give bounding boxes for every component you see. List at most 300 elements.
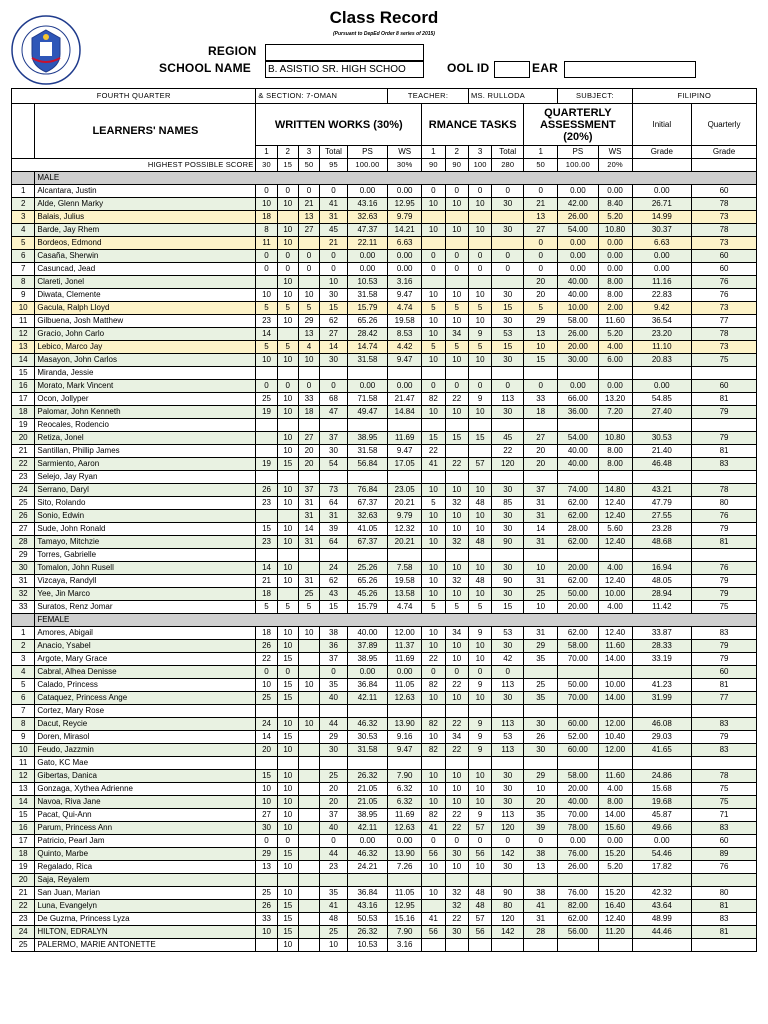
score-cell[interactable]: 81 (692, 536, 757, 549)
score-cell[interactable]: 29 (256, 848, 277, 861)
score-cell[interactable] (277, 705, 298, 718)
score-cell[interactable]: 30 (320, 744, 348, 757)
score-cell[interactable]: 90 (492, 887, 524, 900)
learner-row[interactable] (12, 822, 757, 835)
score-cell[interactable]: 21 (320, 237, 348, 250)
score-cell[interactable]: 0 (422, 263, 445, 276)
score-cell[interactable]: 80 (692, 497, 757, 510)
score-cell[interactable]: 0 (256, 666, 277, 679)
score-cell[interactable]: 20.83 (632, 354, 692, 367)
learner-row[interactable] (12, 198, 757, 211)
score-cell[interactable]: 13.58 (388, 588, 422, 601)
score-cell[interactable] (347, 471, 387, 484)
score-cell[interactable]: 82.00 (558, 900, 598, 913)
score-cell[interactable]: 15.16 (388, 913, 422, 926)
score-cell[interactable]: 49.47 (347, 406, 387, 419)
score-cell[interactable] (277, 549, 298, 562)
score-cell[interactable]: 10.80 (598, 432, 632, 445)
score-cell[interactable]: 32 (445, 900, 468, 913)
score-cell[interactable]: 30 (320, 445, 348, 458)
score-cell[interactable] (558, 939, 598, 952)
score-cell[interactable]: 25 (320, 770, 348, 783)
score-cell[interactable]: 62.00 (558, 913, 598, 926)
score-cell[interactable]: 0.00 (347, 250, 387, 263)
score-cell[interactable]: 15 (277, 458, 298, 471)
score-cell[interactable]: 0.00 (598, 263, 632, 276)
learner-row[interactable] (12, 185, 757, 198)
score-cell[interactable] (492, 419, 524, 432)
score-cell[interactable]: 10 (298, 679, 319, 692)
learner-row[interactable] (12, 536, 757, 549)
score-cell[interactable]: 8.00 (598, 276, 632, 289)
score-cell[interactable]: 83 (692, 913, 757, 926)
score-cell[interactable]: 83 (692, 718, 757, 731)
score-cell[interactable]: 78 (692, 328, 757, 341)
score-cell[interactable]: 14 (256, 562, 277, 575)
score-cell[interactable]: 0 (445, 666, 468, 679)
score-cell[interactable]: 10 (445, 640, 468, 653)
score-cell[interactable]: 29 (320, 731, 348, 744)
score-cell[interactable]: 20 (298, 445, 319, 458)
score-cell[interactable]: 60 (692, 263, 757, 276)
learner-row[interactable] (12, 757, 757, 770)
score-cell[interactable]: 0 (492, 185, 524, 198)
score-cell[interactable]: 27 (524, 432, 558, 445)
score-cell[interactable]: 26.00 (558, 328, 598, 341)
score-cell[interactable]: 9.79 (388, 510, 422, 523)
score-cell[interactable] (468, 367, 491, 380)
learner-row[interactable] (12, 731, 757, 744)
score-cell[interactable]: 25 (524, 679, 558, 692)
score-cell[interactable]: 16.40 (598, 900, 632, 913)
score-cell[interactable] (468, 757, 491, 770)
score-cell[interactable] (445, 419, 468, 432)
score-cell[interactable]: 76 (692, 510, 757, 523)
score-cell[interactable] (256, 705, 277, 718)
score-cell[interactable] (692, 419, 757, 432)
score-cell[interactable]: 10 (277, 809, 298, 822)
score-cell[interactable]: 0 (492, 666, 524, 679)
score-cell[interactable]: 31 (320, 211, 348, 224)
score-cell[interactable] (298, 744, 319, 757)
score-cell[interactable]: 76 (692, 861, 757, 874)
score-cell[interactable]: 9 (468, 627, 491, 640)
score-cell[interactable]: 0 (298, 263, 319, 276)
score-cell[interactable]: 10.00 (558, 302, 598, 315)
score-cell[interactable]: 20.00 (558, 562, 598, 575)
score-cell[interactable]: 37 (298, 484, 319, 497)
score-cell[interactable]: 5.60 (598, 523, 632, 536)
score-cell[interactable]: 22.11 (347, 237, 387, 250)
score-cell[interactable]: 21 (524, 198, 558, 211)
score-cell[interactable]: 9 (468, 679, 491, 692)
score-cell[interactable] (277, 757, 298, 770)
score-cell[interactable]: 10 (298, 289, 319, 302)
score-cell[interactable] (422, 367, 445, 380)
learner-row[interactable] (12, 939, 757, 952)
score-cell[interactable]: 10 (524, 601, 558, 614)
score-cell[interactable]: 28.33 (632, 640, 692, 653)
score-cell[interactable] (422, 276, 445, 289)
score-cell[interactable]: 10 (277, 627, 298, 640)
score-cell[interactable]: 10 (256, 679, 277, 692)
score-cell[interactable] (598, 471, 632, 484)
score-cell[interactable]: 15.79 (347, 601, 387, 614)
score-cell[interactable] (320, 367, 348, 380)
score-cell[interactable]: 10 (422, 588, 445, 601)
score-cell[interactable]: 5 (445, 302, 468, 315)
score-cell[interactable]: 10 (524, 341, 558, 354)
score-cell[interactable]: 48.05 (632, 575, 692, 588)
score-cell[interactable]: 56 (422, 926, 445, 939)
score-cell[interactable]: 10 (277, 575, 298, 588)
score-cell[interactable]: 0.00 (632, 185, 692, 198)
score-cell[interactable]: 46.32 (347, 718, 387, 731)
score-cell[interactable]: 41 (524, 900, 558, 913)
score-cell[interactable]: 40 (320, 692, 348, 705)
score-cell[interactable]: 8.00 (598, 445, 632, 458)
score-cell[interactable]: 14.00 (598, 692, 632, 705)
score-cell[interactable]: 4.00 (598, 341, 632, 354)
score-cell[interactable]: 30 (492, 484, 524, 497)
score-cell[interactable]: 0 (524, 185, 558, 198)
score-cell[interactable] (388, 367, 422, 380)
score-cell[interactable]: 10 (445, 562, 468, 575)
score-cell[interactable]: 60 (692, 185, 757, 198)
score-cell[interactable]: 81 (692, 926, 757, 939)
score-cell[interactable]: 10 (468, 289, 491, 302)
learner-row[interactable] (12, 211, 757, 224)
score-cell[interactable]: 73 (692, 211, 757, 224)
score-cell[interactable]: 0.00 (347, 380, 387, 393)
score-cell[interactable] (492, 471, 524, 484)
score-cell[interactable]: 20.00 (558, 783, 598, 796)
learner-row[interactable] (12, 718, 757, 731)
score-cell[interactable] (277, 419, 298, 432)
score-cell[interactable]: 56 (468, 926, 491, 939)
score-cell[interactable]: 20 (524, 796, 558, 809)
score-cell[interactable]: 38 (320, 627, 348, 640)
score-cell[interactable] (298, 471, 319, 484)
score-cell[interactable] (422, 874, 445, 887)
score-cell[interactable]: 5.20 (598, 861, 632, 874)
score-cell[interactable]: 34 (445, 731, 468, 744)
score-cell[interactable]: 10 (445, 198, 468, 211)
score-cell[interactable]: 82 (422, 679, 445, 692)
score-cell[interactable]: 0 (320, 263, 348, 276)
score-cell[interactable]: 78 (692, 224, 757, 237)
score-cell[interactable]: 7.26 (388, 861, 422, 874)
score-cell[interactable]: 17.82 (632, 861, 692, 874)
score-cell[interactable]: 14.80 (598, 484, 632, 497)
score-cell[interactable]: 30 (492, 354, 524, 367)
score-cell[interactable]: 10 (468, 523, 491, 536)
score-cell[interactable]: 0 (492, 380, 524, 393)
score-cell[interactable]: 0.00 (632, 380, 692, 393)
score-cell[interactable]: 14.84 (388, 406, 422, 419)
score-cell[interactable]: 58.00 (558, 770, 598, 783)
score-cell[interactable]: 10 (320, 939, 348, 952)
score-cell[interactable]: 30.53 (632, 432, 692, 445)
score-cell[interactable]: 35 (524, 809, 558, 822)
score-cell[interactable]: 0.00 (558, 380, 598, 393)
score-cell[interactable]: 42.11 (347, 822, 387, 835)
score-cell[interactable]: 0.00 (347, 185, 387, 198)
score-cell[interactable]: 52.00 (558, 731, 598, 744)
learner-row[interactable] (12, 406, 757, 419)
score-cell[interactable]: 22 (445, 393, 468, 406)
score-cell[interactable]: 15 (492, 302, 524, 315)
score-cell[interactable]: 22 (445, 913, 468, 926)
score-cell[interactable]: 7.20 (598, 406, 632, 419)
score-cell[interactable]: 14.74 (347, 341, 387, 354)
score-cell[interactable]: 10 (256, 796, 277, 809)
score-cell[interactable]: 0.00 (388, 380, 422, 393)
score-cell[interactable]: 40.00 (558, 796, 598, 809)
score-cell[interactable] (256, 874, 277, 887)
score-cell[interactable]: 47 (320, 406, 348, 419)
score-cell[interactable] (632, 666, 692, 679)
learner-row[interactable] (12, 783, 757, 796)
score-cell[interactable]: 10.53 (347, 276, 387, 289)
score-cell[interactable]: 11.69 (388, 653, 422, 666)
score-cell[interactable]: 32 (445, 497, 468, 510)
score-cell[interactable]: 15 (277, 679, 298, 692)
score-cell[interactable]: 10 (277, 289, 298, 302)
score-cell[interactable]: 10 (422, 354, 445, 367)
score-cell[interactable]: 19.58 (388, 315, 422, 328)
score-cell[interactable] (320, 705, 348, 718)
score-cell[interactable] (524, 666, 558, 679)
score-cell[interactable]: 0 (277, 666, 298, 679)
score-cell[interactable]: 10 (445, 354, 468, 367)
score-cell[interactable]: 7.90 (388, 770, 422, 783)
learner-row[interactable] (12, 328, 757, 341)
score-cell[interactable]: 32.63 (347, 510, 387, 523)
score-cell[interactable]: 41 (422, 913, 445, 926)
score-cell[interactable]: 58.00 (558, 315, 598, 328)
score-cell[interactable]: 18 (524, 406, 558, 419)
score-cell[interactable]: 18 (256, 627, 277, 640)
score-cell[interactable]: 36.84 (347, 887, 387, 900)
score-cell[interactable] (298, 913, 319, 926)
score-cell[interactable] (320, 757, 348, 770)
score-cell[interactable]: 11.37 (388, 640, 422, 653)
score-cell[interactable]: 19 (256, 406, 277, 419)
score-cell[interactable]: 0 (422, 666, 445, 679)
score-cell[interactable]: 12.00 (598, 718, 632, 731)
score-cell[interactable]: 10 (524, 562, 558, 575)
learner-row[interactable] (12, 653, 757, 666)
score-cell[interactable] (445, 367, 468, 380)
score-cell[interactable]: 75 (692, 783, 757, 796)
score-cell[interactable]: 23 (256, 497, 277, 510)
score-cell[interactable]: 45.26 (347, 588, 387, 601)
score-cell[interactable] (632, 874, 692, 887)
score-cell[interactable]: 0 (468, 263, 491, 276)
score-cell[interactable]: 22 (492, 445, 524, 458)
score-cell[interactable]: 15 (277, 848, 298, 861)
score-cell[interactable]: 30.53 (347, 731, 387, 744)
score-cell[interactable] (256, 939, 277, 952)
score-cell[interactable] (298, 549, 319, 562)
learner-row[interactable] (12, 354, 757, 367)
score-cell[interactable]: 0.00 (388, 666, 422, 679)
score-cell[interactable]: 15 (492, 341, 524, 354)
score-cell[interactable] (277, 874, 298, 887)
score-cell[interactable]: 20 (298, 458, 319, 471)
score-cell[interactable]: 14 (256, 731, 277, 744)
score-cell[interactable]: 10 (422, 783, 445, 796)
score-cell[interactable]: 0 (524, 237, 558, 250)
score-cell[interactable]: 23 (256, 536, 277, 549)
score-cell[interactable] (298, 874, 319, 887)
score-cell[interactable]: 0.00 (558, 835, 598, 848)
learner-row[interactable] (12, 484, 757, 497)
score-cell[interactable]: 90 (492, 575, 524, 588)
score-cell[interactable] (298, 692, 319, 705)
score-cell[interactable] (298, 757, 319, 770)
score-cell[interactable]: 53 (492, 627, 524, 640)
score-cell[interactable]: 60 (692, 250, 757, 263)
score-cell[interactable] (468, 237, 491, 250)
score-cell[interactable]: 5 (524, 302, 558, 315)
score-cell[interactable] (298, 783, 319, 796)
score-cell[interactable]: 20 (256, 744, 277, 757)
learner-row[interactable] (12, 224, 757, 237)
score-cell[interactable]: 48.68 (632, 536, 692, 549)
score-cell[interactable]: 82 (422, 718, 445, 731)
score-cell[interactable]: 54 (320, 458, 348, 471)
score-cell[interactable]: 9 (468, 731, 491, 744)
score-cell[interactable] (598, 874, 632, 887)
score-cell[interactable]: 60 (692, 380, 757, 393)
score-cell[interactable] (320, 471, 348, 484)
score-cell[interactable]: 30 (445, 926, 468, 939)
score-cell[interactable]: 30 (492, 640, 524, 653)
score-cell[interactable] (388, 874, 422, 887)
score-cell[interactable]: 67.37 (347, 497, 387, 510)
score-cell[interactable]: 8.00 (598, 458, 632, 471)
score-cell[interactable]: 43.16 (347, 198, 387, 211)
score-cell[interactable]: 15 (256, 770, 277, 783)
score-cell[interactable]: 0 (445, 380, 468, 393)
score-cell[interactable] (524, 549, 558, 562)
score-cell[interactable] (388, 419, 422, 432)
score-cell[interactable]: 0 (492, 263, 524, 276)
score-cell[interactable] (347, 419, 387, 432)
score-cell[interactable]: 76 (692, 562, 757, 575)
score-cell[interactable] (320, 419, 348, 432)
score-cell[interactable]: 54.46 (632, 848, 692, 861)
score-cell[interactable]: 32 (445, 536, 468, 549)
score-cell[interactable] (298, 367, 319, 380)
score-cell[interactable]: 81 (692, 900, 757, 913)
score-cell[interactable]: 35 (524, 692, 558, 705)
score-cell[interactable]: 10 (277, 718, 298, 731)
score-cell[interactable]: 10 (277, 536, 298, 549)
score-cell[interactable]: 73 (692, 341, 757, 354)
score-cell[interactable]: 120 (492, 913, 524, 926)
score-cell[interactable] (256, 276, 277, 289)
score-cell[interactable]: 26 (256, 484, 277, 497)
score-cell[interactable]: 79 (692, 640, 757, 653)
score-cell[interactable]: 10 (445, 653, 468, 666)
score-cell[interactable]: 10 (422, 861, 445, 874)
score-cell[interactable]: 25 (256, 692, 277, 705)
score-cell[interactable]: 10 (277, 354, 298, 367)
score-cell[interactable]: 81 (692, 679, 757, 692)
score-cell[interactable]: 28.42 (347, 328, 387, 341)
learner-row[interactable] (12, 796, 757, 809)
score-cell[interactable]: 10 (256, 289, 277, 302)
score-cell[interactable]: 33.87 (632, 627, 692, 640)
score-cell[interactable]: 0 (524, 250, 558, 263)
learner-row[interactable] (12, 861, 757, 874)
score-cell[interactable]: 11.60 (598, 640, 632, 653)
score-cell[interactable]: 8.40 (598, 198, 632, 211)
score-cell[interactable]: 10.00 (598, 679, 632, 692)
score-cell[interactable]: 5 (277, 601, 298, 614)
score-cell[interactable]: 27 (256, 809, 277, 822)
score-cell[interactable]: 0 (320, 835, 348, 848)
score-cell[interactable] (298, 640, 319, 653)
score-cell[interactable]: 43.64 (632, 900, 692, 913)
score-cell[interactable]: 15 (277, 913, 298, 926)
score-cell[interactable]: 10 (298, 354, 319, 367)
score-cell[interactable]: 82 (422, 744, 445, 757)
score-cell[interactable]: 31.99 (632, 692, 692, 705)
score-cell[interactable]: 15 (256, 523, 277, 536)
score-cell[interactable]: 9.42 (632, 302, 692, 315)
score-cell[interactable] (298, 926, 319, 939)
learner-row[interactable] (12, 874, 757, 887)
score-cell[interactable]: 26.00 (558, 211, 598, 224)
score-cell[interactable]: 13 (298, 211, 319, 224)
score-cell[interactable]: 10 (445, 796, 468, 809)
score-cell[interactable]: 10 (277, 796, 298, 809)
score-cell[interactable] (632, 705, 692, 718)
score-cell[interactable]: 31 (298, 510, 319, 523)
score-cell[interactable]: 10 (445, 692, 468, 705)
score-cell[interactable]: 9.47 (388, 744, 422, 757)
score-cell[interactable] (468, 445, 491, 458)
score-cell[interactable]: 31 (524, 536, 558, 549)
score-cell[interactable] (320, 549, 348, 562)
score-cell[interactable]: 79 (692, 588, 757, 601)
score-cell[interactable]: 15 (277, 900, 298, 913)
score-cell[interactable]: 10 (277, 315, 298, 328)
score-cell[interactable]: 20 (524, 276, 558, 289)
score-cell[interactable]: 44.46 (632, 926, 692, 939)
score-cell[interactable]: 10 (422, 224, 445, 237)
score-cell[interactable]: 5 (298, 302, 319, 315)
score-cell[interactable] (632, 367, 692, 380)
score-cell[interactable]: 37 (320, 653, 348, 666)
score-cell[interactable]: 0 (468, 250, 491, 263)
score-cell[interactable]: 10 (468, 861, 491, 874)
score-cell[interactable]: 30 (492, 289, 524, 302)
score-cell[interactable] (422, 939, 445, 952)
learner-row[interactable] (12, 497, 757, 510)
score-cell[interactable]: 10 (277, 770, 298, 783)
score-cell[interactable]: 46.48 (632, 458, 692, 471)
score-cell[interactable]: 21 (298, 198, 319, 211)
score-cell[interactable]: 4.74 (388, 302, 422, 315)
score-cell[interactable]: 32 (445, 887, 468, 900)
score-cell[interactable]: 9 (468, 718, 491, 731)
learner-row[interactable] (12, 562, 757, 575)
